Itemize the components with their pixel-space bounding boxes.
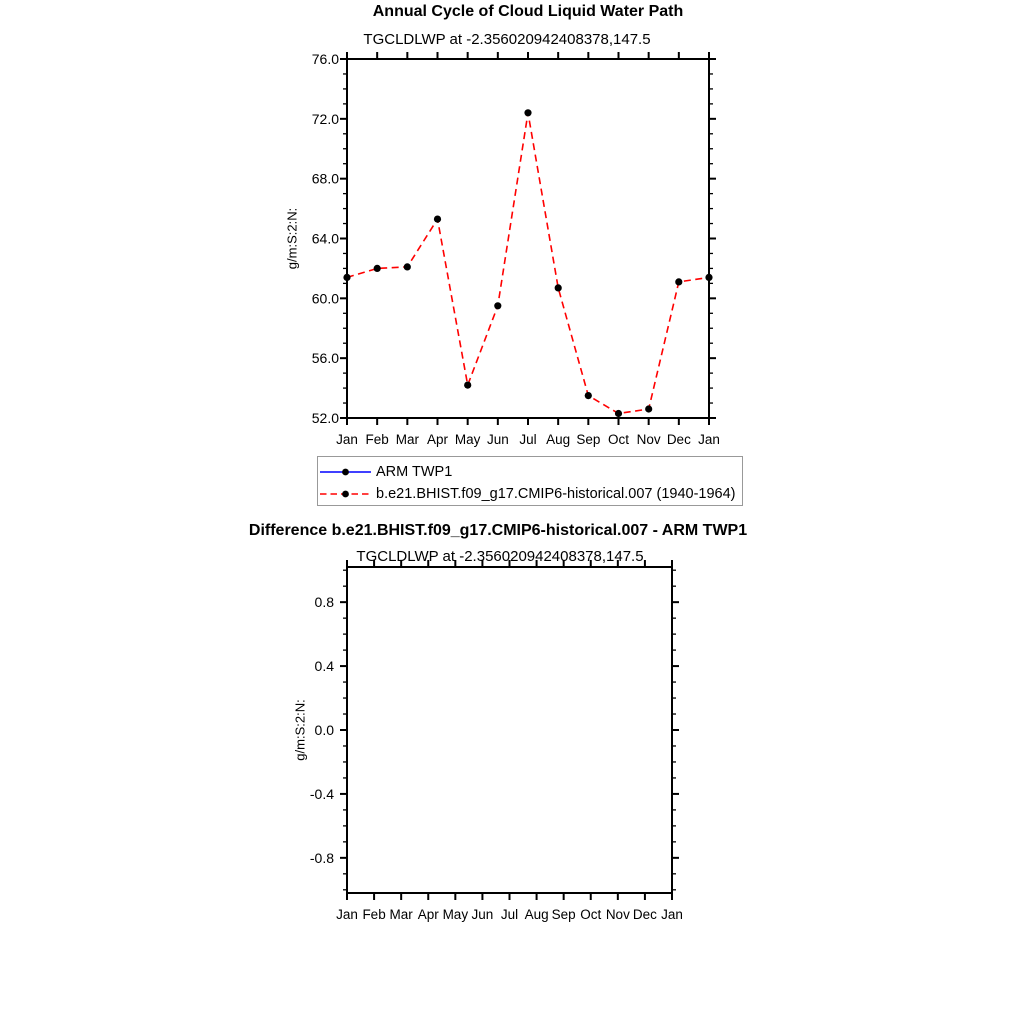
x-tick-label: Jan bbox=[336, 907, 358, 922]
legend-label: ARM TWP1 bbox=[376, 464, 453, 480]
y-tick-labels bbox=[312, 51, 339, 426]
x-tick-label: Oct bbox=[580, 907, 602, 922]
x-tick-label: Jun bbox=[471, 907, 494, 922]
x-tick-label: Nov bbox=[636, 432, 661, 447]
y-tick-label: 52.0 bbox=[311, 410, 339, 426]
x-tick-label: Mar bbox=[389, 907, 413, 922]
series-line-dashed bbox=[343, 109, 712, 417]
x-tick-label: Mar bbox=[395, 432, 419, 447]
y-tick-label: 60.0 bbox=[311, 290, 339, 307]
legend-entry bbox=[319, 483, 742, 505]
bottom-chart-plot bbox=[260, 556, 740, 930]
x-tick-label: Jul bbox=[500, 907, 519, 922]
x-tick-label: May bbox=[442, 907, 469, 922]
data-point-marker bbox=[615, 410, 622, 417]
legend-marker bbox=[342, 491, 349, 498]
y-tick-label: 0.4 bbox=[314, 658, 334, 675]
y-axis-title: g/m:S:2:N: bbox=[292, 699, 308, 761]
data-point-marker bbox=[434, 216, 441, 223]
x-tick-label: Jan bbox=[698, 432, 720, 447]
x-tick-labels bbox=[336, 432, 720, 447]
y-tick-label: 72.0 bbox=[311, 110, 339, 127]
y-tick-label: 0.0 bbox=[314, 722, 334, 738]
legend-box bbox=[317, 456, 743, 506]
top-chart-subtitle: TGCLDLWP at -2.356020942408378,147.5 bbox=[363, 31, 651, 48]
x-tick-label: Sep bbox=[576, 432, 601, 447]
y-axis-title: g/m:S:2:N: bbox=[284, 207, 300, 270]
y-tick-label: 68.0 bbox=[311, 170, 339, 187]
x-tick-label: Aug bbox=[524, 907, 549, 922]
data-point-marker bbox=[494, 302, 501, 309]
y-tick-label: -0.8 bbox=[309, 849, 334, 866]
y-tick-label: 76.0 bbox=[311, 51, 339, 67]
x-tick-label: Feb bbox=[362, 907, 386, 922]
x-tick-labels bbox=[336, 907, 683, 922]
data-point-marker bbox=[464, 382, 471, 389]
x-tick-label: Apr bbox=[426, 432, 449, 447]
plot-frame bbox=[347, 567, 672, 893]
legend-line-sample bbox=[319, 466, 374, 478]
x-tick-label: Oct bbox=[607, 432, 630, 447]
x-tick-label: Aug bbox=[546, 432, 571, 447]
data-point-marker bbox=[374, 265, 381, 272]
x-tick-label: Jan bbox=[336, 432, 358, 447]
y-minor-ticks bbox=[343, 570, 676, 890]
data-point-marker bbox=[343, 274, 350, 281]
x-tick-label: Feb bbox=[365, 432, 389, 447]
x-tick-label: Sep bbox=[551, 907, 576, 922]
x-ticks bbox=[347, 560, 672, 900]
x-tick-label: Jan bbox=[661, 907, 683, 922]
data-point-marker bbox=[585, 392, 592, 399]
data-point-marker bbox=[645, 405, 652, 412]
y-tick-label: 64.0 bbox=[311, 230, 339, 247]
legend-line-sample bbox=[319, 488, 374, 500]
series-path bbox=[347, 113, 709, 414]
bottom-chart-subtitle: TGCLDLWP at -2.356020942408378,147.5 bbox=[356, 548, 644, 565]
bottom-chart-title: Difference b.e21.BHIST.f09_g17.CMIP6-historical.007 - ARM TWP1 bbox=[248, 522, 748, 539]
data-point-marker bbox=[675, 278, 682, 285]
x-tick-label: Dec bbox=[666, 432, 691, 447]
y-tick-label: 56.0 bbox=[311, 350, 339, 367]
x-tick-label: Jun bbox=[486, 432, 509, 447]
x-tick-label: Nov bbox=[605, 907, 630, 922]
axes bbox=[340, 52, 716, 425]
data-point-marker bbox=[404, 263, 411, 270]
x-tick-label: Jul bbox=[519, 432, 537, 447]
top-chart-plot bbox=[260, 48, 740, 452]
data-point-marker bbox=[555, 284, 562, 291]
legend-entry bbox=[319, 461, 742, 483]
legend-label: b.e21.BHIST.f09_g17.CMIP6-historical.007 (1940-1964) bbox=[376, 486, 736, 502]
y-minor-ticks bbox=[343, 74, 713, 403]
x-tick-label: Dec bbox=[632, 907, 657, 922]
data-point-marker bbox=[524, 109, 531, 116]
y-major-ticks bbox=[340, 602, 679, 858]
top-chart-title: Annual Cycle of Cloud Liquid Water Path bbox=[372, 3, 684, 20]
y-tick-labels bbox=[310, 594, 334, 866]
axes bbox=[340, 560, 679, 900]
y-tick-label: 0.8 bbox=[314, 594, 334, 611]
legend-marker bbox=[342, 469, 349, 476]
x-ticks bbox=[347, 52, 709, 425]
data-point-marker bbox=[705, 274, 712, 281]
x-tick-label: Apr bbox=[417, 907, 439, 922]
x-tick-label: May bbox=[454, 432, 481, 447]
y-tick-label: -0.4 bbox=[309, 785, 334, 802]
